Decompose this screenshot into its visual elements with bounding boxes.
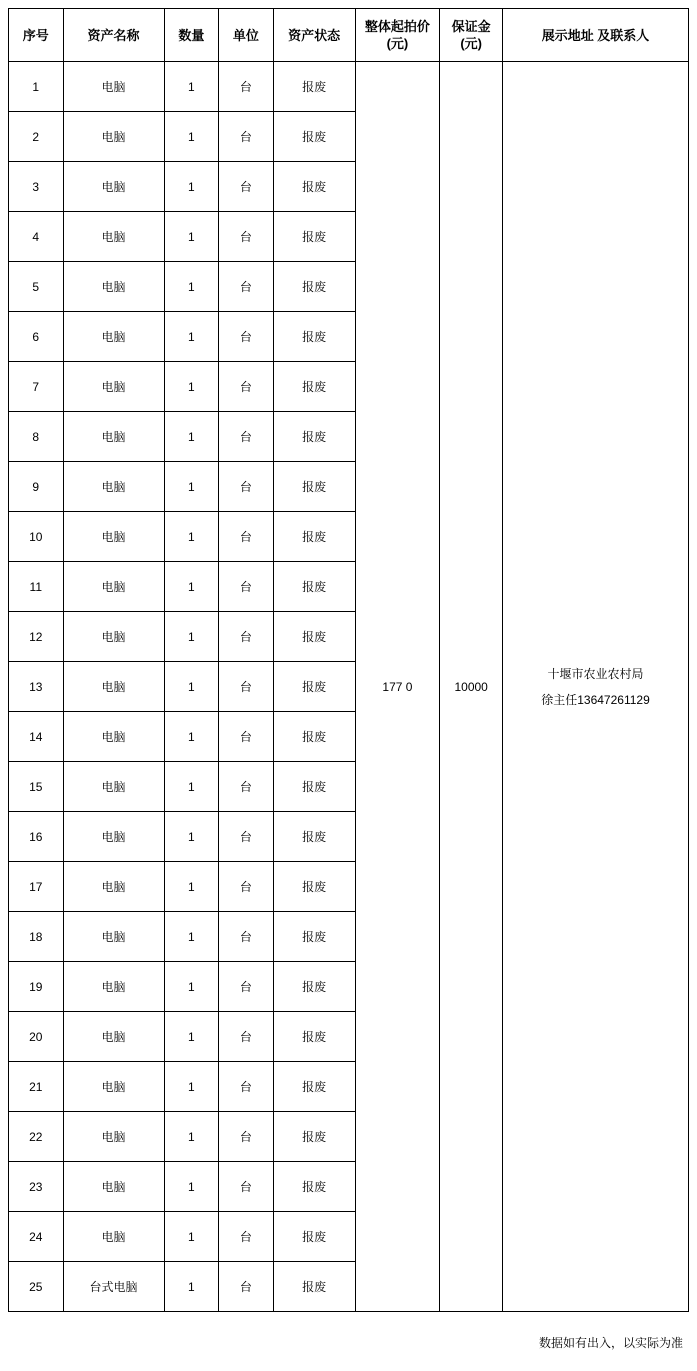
cell-unit: 台 [219,1262,274,1312]
cell-unit: 台 [219,912,274,962]
column-header-total-start-price-line1: 整体起拍价 [364,19,430,34]
cell-quantity: 1 [164,612,219,662]
cell-asset-status: 报废 [273,162,355,212]
cell-asset-name: 电脑 [63,912,164,962]
cell-quantity: 1 [164,262,219,312]
cell-seq: 1 [9,62,64,112]
cell-unit: 台 [219,362,274,412]
cell-asset-name: 电脑 [63,612,164,662]
cell-asset-name: 电脑 [63,762,164,812]
column-header-deposit-line1: 保证金 [451,19,491,34]
cell-asset-name: 台式电脑 [63,1262,164,1312]
table-footnote: 数据如有出入，以实际为准 [538,1336,683,1350]
cell-deposit: 10000 [440,62,503,1312]
cell-seq: 15 [9,762,64,812]
cell-asset-name: 电脑 [63,812,164,862]
cell-unit: 台 [219,1212,274,1262]
cell-seq: 21 [9,1062,64,1112]
cell-asset-status: 报废 [273,762,355,812]
cell-asset-status: 报废 [273,912,355,962]
cell-quantity: 1 [164,112,219,162]
cell-asset-status: 报废 [273,1062,355,1112]
cell-seq: 16 [9,812,64,862]
cell-quantity: 1 [164,462,219,512]
cell-seq: 4 [9,212,64,262]
cell-asset-name: 电脑 [63,1062,164,1112]
cell-seq: 18 [9,912,64,962]
cell-seq: 17 [9,862,64,912]
cell-quantity: 1 [164,712,219,762]
cell-asset-name: 电脑 [63,212,164,262]
cell-seq: 2 [9,112,64,162]
cell-unit: 台 [219,812,274,862]
cell-total-start-price: 177 0 [355,62,440,1312]
cell-quantity: 1 [164,512,219,562]
cell-unit: 台 [219,562,274,612]
cell-unit: 台 [219,462,274,512]
column-header-address-contact: 展示地址 及联系人 [503,9,689,62]
cell-quantity: 1 [164,162,219,212]
cell-quantity: 1 [164,762,219,812]
cell-unit: 台 [219,612,274,662]
cell-quantity: 1 [164,962,219,1012]
column-header-asset-name: 资产名称 [63,9,164,62]
cell-asset-status: 报废 [273,1262,355,1312]
address-organization: 十堰市农业农村局 [547,666,644,681]
cell-quantity: 1 [164,1112,219,1162]
cell-asset-name: 电脑 [63,162,164,212]
cell-unit: 台 [219,212,274,262]
cell-unit: 台 [219,312,274,362]
cell-seq: 19 [9,962,64,1012]
cell-asset-status: 报废 [273,262,355,312]
cell-quantity: 1 [164,312,219,362]
cell-asset-name: 电脑 [63,1112,164,1162]
cell-unit: 台 [219,862,274,912]
cell-asset-name: 电脑 [63,112,164,162]
cell-asset-name: 电脑 [63,512,164,562]
cell-seq: 10 [9,512,64,562]
cell-seq: 12 [9,612,64,662]
cell-quantity: 1 [164,812,219,862]
asset-table [8,8,689,1312]
cell-seq: 3 [9,162,64,212]
column-header-asset-status: 资产状态 [273,9,355,62]
cell-asset-name: 电脑 [63,62,164,112]
cell-asset-status: 报废 [273,112,355,162]
cell-asset-status: 报废 [273,362,355,412]
cell-unit: 台 [219,962,274,1012]
table-row [9,62,689,112]
cell-quantity: 1 [164,62,219,112]
cell-asset-name: 电脑 [63,962,164,1012]
cell-asset-status: 报废 [273,1012,355,1062]
cell-asset-status: 报废 [273,212,355,262]
cell-asset-name: 电脑 [63,1162,164,1212]
cell-asset-status: 报废 [273,1212,355,1262]
cell-unit: 台 [219,712,274,762]
cell-asset-status: 报废 [273,712,355,762]
table-header-row [9,9,689,62]
cell-unit: 台 [219,162,274,212]
cell-unit: 台 [219,512,274,562]
cell-quantity: 1 [164,362,219,412]
cell-asset-status: 报废 [273,1162,355,1212]
cell-asset-name: 电脑 [63,462,164,512]
cell-asset-name: 电脑 [63,712,164,762]
cell-asset-name: 电脑 [63,862,164,912]
cell-asset-status: 报废 [273,962,355,1012]
cell-quantity: 1 [164,1262,219,1312]
cell-unit: 台 [219,62,274,112]
cell-seq: 20 [9,1012,64,1062]
cell-asset-name: 电脑 [63,562,164,612]
cell-quantity: 1 [164,662,219,712]
cell-asset-status: 报废 [273,862,355,912]
address-contact-person: 徐主任13647261129 [541,692,650,707]
cell-asset-status: 报废 [273,812,355,862]
cell-seq: 8 [9,412,64,462]
cell-asset-name: 电脑 [63,262,164,312]
cell-unit: 台 [219,662,274,712]
column-header-unit: 单位 [219,9,274,62]
cell-asset-name: 电脑 [63,1012,164,1062]
table-body [9,62,689,1312]
cell-asset-status: 报废 [273,462,355,512]
cell-seq: 24 [9,1212,64,1262]
cell-seq: 5 [9,262,64,312]
column-header-total-start-price-line2: (元) [386,36,409,51]
cell-asset-status: 报废 [273,412,355,462]
cell-unit: 台 [219,1162,274,1212]
cell-seq: 14 [9,712,64,762]
cell-seq: 11 [9,562,64,612]
cell-seq: 6 [9,312,64,362]
cell-seq: 25 [9,1262,64,1312]
cell-asset-status: 报废 [273,512,355,562]
cell-asset-status: 报废 [273,62,355,112]
cell-seq: 7 [9,362,64,412]
cell-quantity: 1 [164,412,219,462]
cell-asset-name: 电脑 [63,662,164,712]
cell-asset-status: 报废 [273,312,355,362]
cell-quantity: 1 [164,1212,219,1262]
column-header-deposit-line2: (元) [460,36,483,51]
cell-quantity: 1 [164,912,219,962]
cell-asset-name: 电脑 [63,412,164,462]
cell-asset-name: 电脑 [63,1212,164,1262]
cell-unit: 台 [219,112,274,162]
cell-quantity: 1 [164,1062,219,1112]
cell-quantity: 1 [164,212,219,262]
cell-asset-name: 电脑 [63,362,164,412]
document-page [0,8,697,1371]
cell-asset-status: 报废 [273,612,355,662]
cell-unit: 台 [219,1062,274,1112]
cell-asset-status: 报废 [273,1112,355,1162]
cell-quantity: 1 [164,562,219,612]
cell-asset-name: 电脑 [63,312,164,362]
cell-address-contact [503,62,689,1312]
cell-unit: 台 [219,412,274,462]
cell-seq: 13 [9,662,64,712]
cell-quantity: 1 [164,862,219,912]
cell-seq: 23 [9,1162,64,1212]
column-header-seq: 序号 [9,9,64,62]
cell-seq: 22 [9,1112,64,1162]
cell-unit: 台 [219,1112,274,1162]
cell-quantity: 1 [164,1162,219,1212]
column-header-quantity: 数量 [164,9,219,62]
column-header-deposit [440,9,503,62]
cell-unit: 台 [219,262,274,312]
cell-asset-status: 报废 [273,562,355,612]
cell-asset-status: 报废 [273,662,355,712]
cell-unit: 台 [219,762,274,812]
cell-quantity: 1 [164,1012,219,1062]
cell-unit: 台 [219,1012,274,1062]
column-header-total-start-price [355,9,440,62]
cell-seq: 9 [9,462,64,512]
table-header [9,9,689,62]
